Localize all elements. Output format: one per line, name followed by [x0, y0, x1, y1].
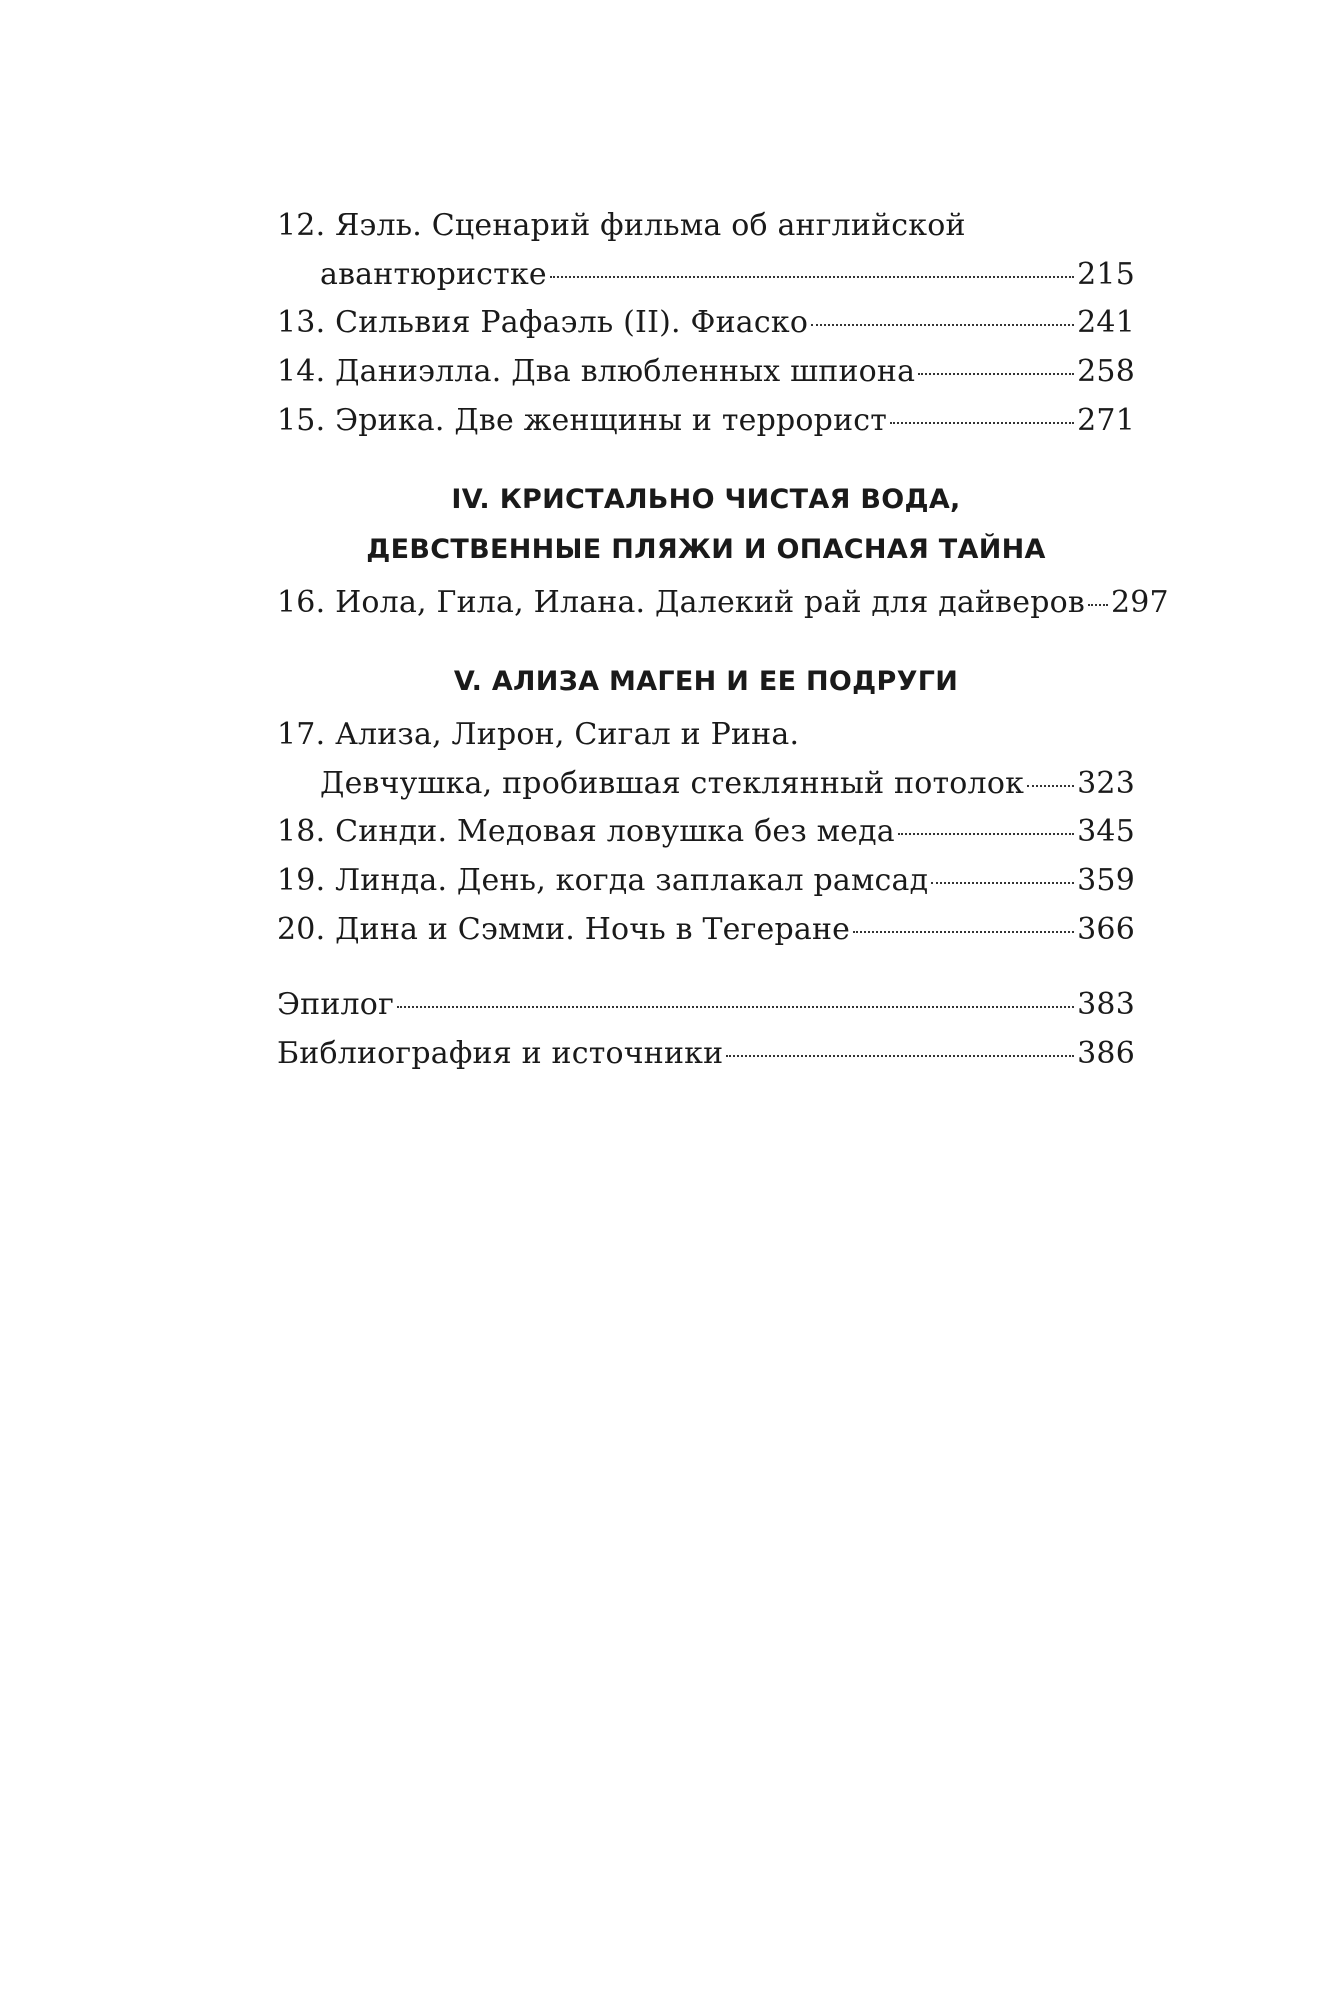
- section-heading-line1: IV. КРИСТАЛЬНО ЧИСТАЯ ВОДА,: [451, 484, 961, 515]
- entry-title: Сильвия Рафаэль (II). Фиаско: [335, 305, 809, 340]
- toc-entry-19[interactable]: [277, 863, 1135, 899]
- section-heading-line2: ДЕВСТВЕННЫЕ ПЛЯЖИ И ОПАСНАЯ ТАЙНА: [366, 534, 1046, 565]
- toc-entry-12[interactable]: [277, 208, 1135, 293]
- entry-page-number: 215: [1077, 257, 1135, 292]
- entry-title-line1: Ализа, Лирон, Сигал и Рина.: [335, 717, 800, 752]
- entry-title-line2: авантюристке: [320, 257, 547, 292]
- section-heading-4: [277, 475, 1135, 575]
- entry-title: Дина и Сэмми. Ночь в Тегеране: [335, 912, 851, 947]
- entry-number: 16.: [277, 585, 326, 620]
- entry-page-number: 345: [1077, 814, 1135, 849]
- entry-page-number: 359: [1077, 863, 1135, 898]
- section-heading-5: [277, 657, 1135, 707]
- entry-title: Эрика. Две женщины и террорист: [335, 403, 888, 438]
- dot-leader: [898, 833, 1074, 835]
- entry-number: 18.: [277, 814, 326, 849]
- toc-entry-15[interactable]: [277, 403, 1135, 439]
- entry-number: 13.: [277, 305, 326, 340]
- toc-entry-16[interactable]: [277, 585, 1169, 621]
- entry-title-line2: Девчушка, пробившая стеклянный потолок: [320, 766, 1025, 801]
- dot-leader: [726, 1055, 1074, 1057]
- entry-page-number: 271: [1077, 403, 1135, 438]
- entry-title: Иола, Гила, Илана. Далекий рай для дайверов: [335, 585, 1085, 620]
- entry-title: Библиография и источники: [277, 1036, 724, 1071]
- dot-leader: [890, 422, 1074, 424]
- dot-leader: [853, 931, 1074, 933]
- toc-entry-18[interactable]: [277, 814, 1135, 850]
- dot-leader: [397, 1006, 1074, 1008]
- toc-entry-20[interactable]: [277, 912, 1135, 948]
- entry-number: 19.: [277, 863, 326, 898]
- entry-page-number: 258: [1077, 354, 1135, 389]
- toc-entry-17[interactable]: [277, 717, 1135, 802]
- section-heading-line1: V. АЛИЗА МАГЕН И ЕЕ ПОДРУГИ: [453, 666, 959, 697]
- entry-title: Линда. День, когда заплакал рамсад: [335, 863, 929, 898]
- entry-page-number: 241: [1077, 305, 1135, 340]
- entry-page-number: 386: [1077, 1036, 1135, 1071]
- entry-number: 14.: [277, 354, 326, 389]
- entry-page-number: 323: [1077, 766, 1135, 801]
- dot-leader: [811, 324, 1074, 326]
- entry-title-line1: Яэль. Сценарий фильма об английской: [335, 208, 966, 243]
- entry-title: Даниэлла. Два влюбленных шпиона: [335, 354, 916, 389]
- entry-title: Эпилог: [277, 987, 394, 1022]
- entry-number: 17.: [277, 717, 326, 752]
- dot-leader: [918, 373, 1074, 375]
- entry-number: 20.: [277, 912, 326, 947]
- toc-entry-14[interactable]: [277, 354, 1135, 390]
- entry-number: 15.: [277, 403, 326, 438]
- toc-entry-bibliography[interactable]: [277, 1036, 1135, 1072]
- dot-leader: [550, 276, 1074, 278]
- dot-leader: [931, 882, 1074, 884]
- toc-entry-epilogue[interactable]: [277, 987, 1135, 1023]
- entry-page-number: 366: [1077, 912, 1135, 947]
- dot-leader: [1027, 785, 1074, 787]
- entry-page-number: 383: [1077, 987, 1135, 1022]
- entry-page-number: 297: [1110, 585, 1169, 620]
- table-of-contents: [277, 208, 1169, 1085]
- entry-title: Синди. Медовая ловушка без меда: [335, 814, 895, 849]
- entry-number: 12.: [277, 208, 326, 243]
- toc-entry-13[interactable]: [277, 305, 1135, 341]
- dot-leader: [1088, 604, 1108, 606]
